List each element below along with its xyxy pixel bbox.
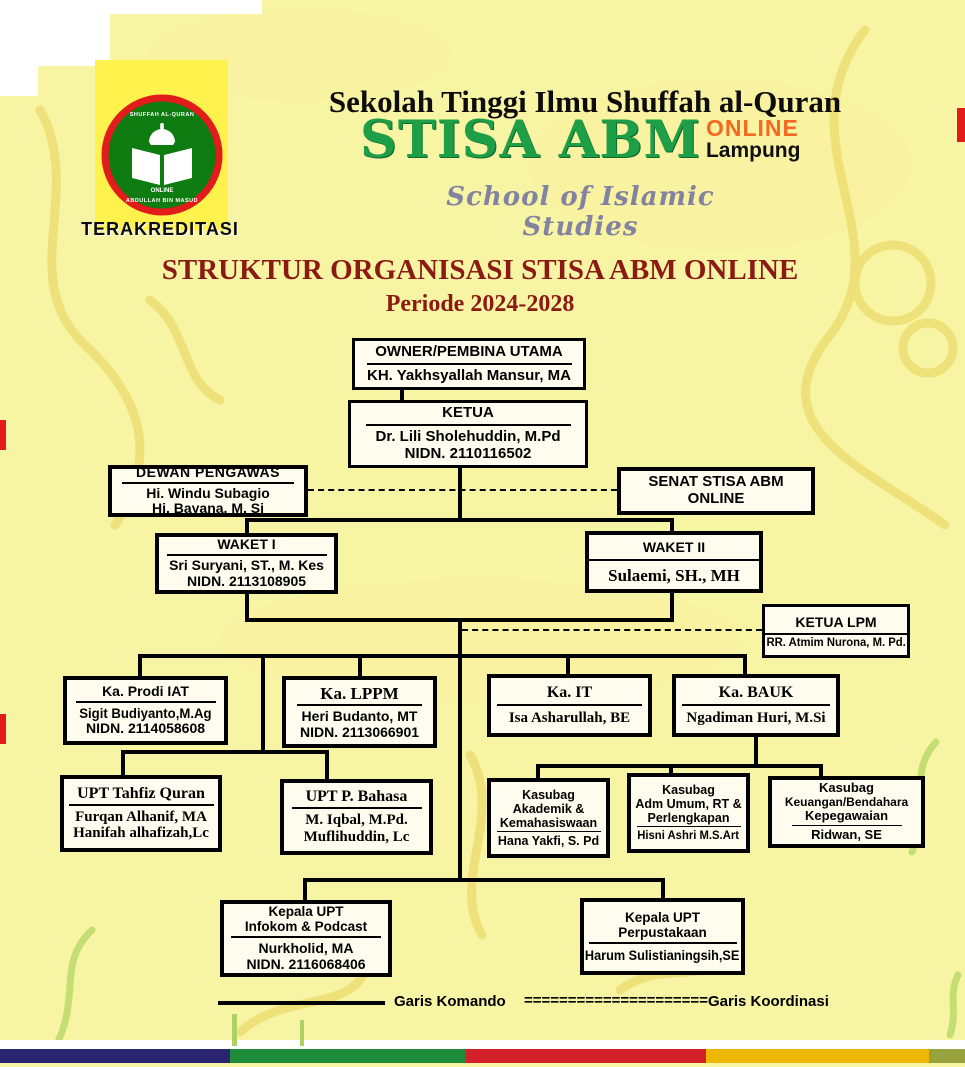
chart-title: STRUKTUR ORGANISASI STISA ABM ONLINE [161,254,799,286]
kasubag-akademik-name: Hana Yakfi, S. Pd [497,834,600,848]
upt-bahasa-title: UPT P. Bahasa [305,788,408,806]
kasubag-akademik-t2: Akademik & [512,802,585,816]
ka-it-box [487,674,652,737]
senat-line2: ONLINE [687,490,745,507]
brand-online-label: ONLINE [705,115,799,141]
ka-bauk-box [672,674,840,737]
divider [122,482,294,484]
upt-tahfiz-title: UPT Tahfiz Quran [77,784,205,802]
footer-bar-olive [929,1049,965,1063]
footer-bar-red [466,1049,706,1063]
waket2-name: Sulaemi, SH., MH [608,565,740,585]
ka-prodi-iat-box [63,676,228,745]
brand-row [360,110,801,170]
command-line [458,466,462,522]
brand-suffix [706,116,801,162]
kasubag-keuangan-name: Ridwan, SE [811,826,882,842]
dewan-pengawas-title: DEWAN PENGAWAS [136,464,280,480]
bottom-white-strip [0,1040,965,1049]
command-line [261,656,265,754]
ketua-lpm-title: KETUA LPM [795,613,877,630]
upt-bahasa-box [280,779,433,855]
upt-tahfiz-box [60,775,222,852]
ka-it-name: Isa Asharullah, BE [508,710,631,727]
divider [76,701,216,703]
divider [497,831,601,832]
ka-prodi-iat-nidn: NIDN. 2114058608 [85,720,206,737]
senat-line1: SENAT STISA ABM [648,473,784,491]
green-streak-1 [232,1014,237,1046]
command-line [743,656,747,676]
ka-bauk-name: Ngadiman Huri, M.Si [686,710,826,727]
upt-tahfiz-name-2: Hanifah alhafizah,Lc [73,825,209,842]
owner-box [352,338,586,390]
stisa-abm-logo [99,92,225,218]
upt-infokom-name: Nurkholid, MA [258,940,354,957]
legend-command-line-sample [218,1001,385,1005]
logo-arc-text: SHUFFAH AL-QURAN [129,112,195,118]
divider [69,804,214,806]
command-line [661,880,665,900]
divider [497,704,642,706]
divider [637,826,741,827]
upt-infokom-box [220,900,392,977]
divider [366,424,571,426]
footer-bar-gold [706,1049,929,1063]
left-edge-red-accent-1 [0,420,6,450]
owner-name: KH. Yakhsyallah Mansur, MA [367,366,571,384]
school-name-heading: Sekolah Tinggi Ilmu Shuffah al-Quran [328,84,842,119]
kasubag-akademik-t3: Kemahasiswaan [499,816,598,830]
waket1-title: WAKET I [217,536,276,553]
right-edge-red-accent [957,108,965,142]
dewan-pengawas-member-1: Hi. Windu Subagio [146,484,270,501]
divider [297,704,422,706]
dewan-pengawas-box [108,465,308,517]
dewan-pengawas-member-2: Hj. Bayana, M. Si [151,500,265,517]
owner-title: OWNER/PEMBINA UTAMA [375,342,563,360]
left-white-patch [0,0,38,96]
divider [682,704,830,706]
chart-period: Periode 2024-2028 [385,291,575,317]
ka-lppm-title: Ka. LPPM [320,683,399,703]
logo-founder-text: ABDULLAH BIN MASUD [125,198,199,204]
upt-infokom-t1: Kepala UPT [268,904,344,920]
ketua-lpm-name: RR. Atmim Nurona, M. Pd. [766,634,906,649]
command-line [138,654,747,658]
command-line [121,750,329,754]
kasubag-adm-name: Hisni Ashri M.S.Art [637,828,740,843]
kasubag-keuangan-t3: Kepegawaian [804,808,889,824]
ka-prodi-iat-name: Sigit Budiyanto,M.Ag [79,704,212,721]
green-streak-2 [300,1020,304,1046]
ka-lppm-box [282,676,437,748]
school-tagline: School of Islamic Studies [446,182,715,242]
command-line [121,752,125,777]
command-line [566,656,570,676]
waket1-nidn: NIDN. 2113108905 [186,572,307,589]
upt-tahfiz-name-1: Furqan Alhanif, MA [75,808,207,825]
kasubag-adm-box [627,773,750,853]
waket1-box [155,533,338,594]
coordination-line [308,489,617,491]
command-line [303,878,665,882]
kasubag-adm-t2: Adm Umum, RT & [635,797,742,812]
kasubag-adm-t1: Kasubag [662,783,715,798]
waket1-name: Sri Suryani, ST., M. Kes [169,557,324,574]
divider [367,363,572,365]
kasubag-akademik-t1: Kasubag [522,788,575,802]
divider [589,559,759,561]
waket2-box [585,531,763,593]
kasubag-adm-t3: Perlengkapan [647,811,730,826]
upt-infokom-nidn: NIDN. 2116068406 [246,956,366,973]
coordination-line [462,629,762,631]
legend-command-label: Garis Komando [394,993,506,1010]
command-line [325,752,329,781]
command-line [458,620,462,882]
command-line [138,656,142,678]
upt-perpustakaan-box [580,898,745,975]
kasubag-keuangan-box [768,776,925,848]
upt-bahasa-name-2: Muflihuddin, Lc [303,828,410,845]
footer-bar-navy [0,1049,230,1063]
upt-perpustakaan-t2: Perpustakaan [618,924,707,940]
brand-name: STISA ABM [360,110,701,170]
upt-infokom-t2: Infokom & Podcast [244,919,368,935]
ka-bauk-title: Ka. BAUK [718,684,794,702]
divider [792,825,902,826]
command-line [536,764,823,768]
upt-perpustakaan-name: Harum Sulistianingsih,SE [585,948,740,964]
ketua-title: KETUA [442,404,494,422]
ka-it-title: Ka. IT [546,684,593,702]
ka-prodi-iat-title: Ka. Prodi IAT [102,682,189,699]
kasubag-akademik-box [487,778,610,858]
divider [589,942,737,944]
brand-region-label: Lampung [705,139,801,163]
divider [231,936,381,938]
upt-perpustakaan-t1: Kepala UPT [624,909,701,925]
ketua-name: Dr. Lili Sholehuddin, M.Pd [375,428,561,446]
accreditation-label: TERAKREDITASI [81,219,239,239]
kasubag-keuangan-t1: Kasubag [819,780,874,796]
divider [167,554,327,556]
upt-bahasa-name-1: M. Iqbal, M.Pd. [305,812,408,829]
divider [292,807,422,809]
legend-coordination-label: Garis Koordinasi [708,993,829,1010]
legend-coordination-line-sample: ===================== [524,992,708,1009]
ka-lppm-name: Heri Budanto, MT [301,707,418,724]
left-edge-red-accent-2 [0,714,6,744]
ka-lppm-nidn: NIDN. 2113066901 [299,723,420,740]
ketua-lpm-box [762,604,910,658]
waket2-title: WAKET II [642,539,706,556]
senat-box [617,467,815,515]
logo-online-text: ONLINE [150,188,174,194]
command-line [303,880,307,902]
ketua-nidn: NIDN. 2110116502 [404,444,532,462]
footer-bar-green [230,1049,466,1063]
ketua-box [348,400,588,468]
command-line [245,518,674,522]
kasubag-keuangan-t2: Keuangan/Bendahara [784,795,909,809]
command-line [358,656,362,678]
